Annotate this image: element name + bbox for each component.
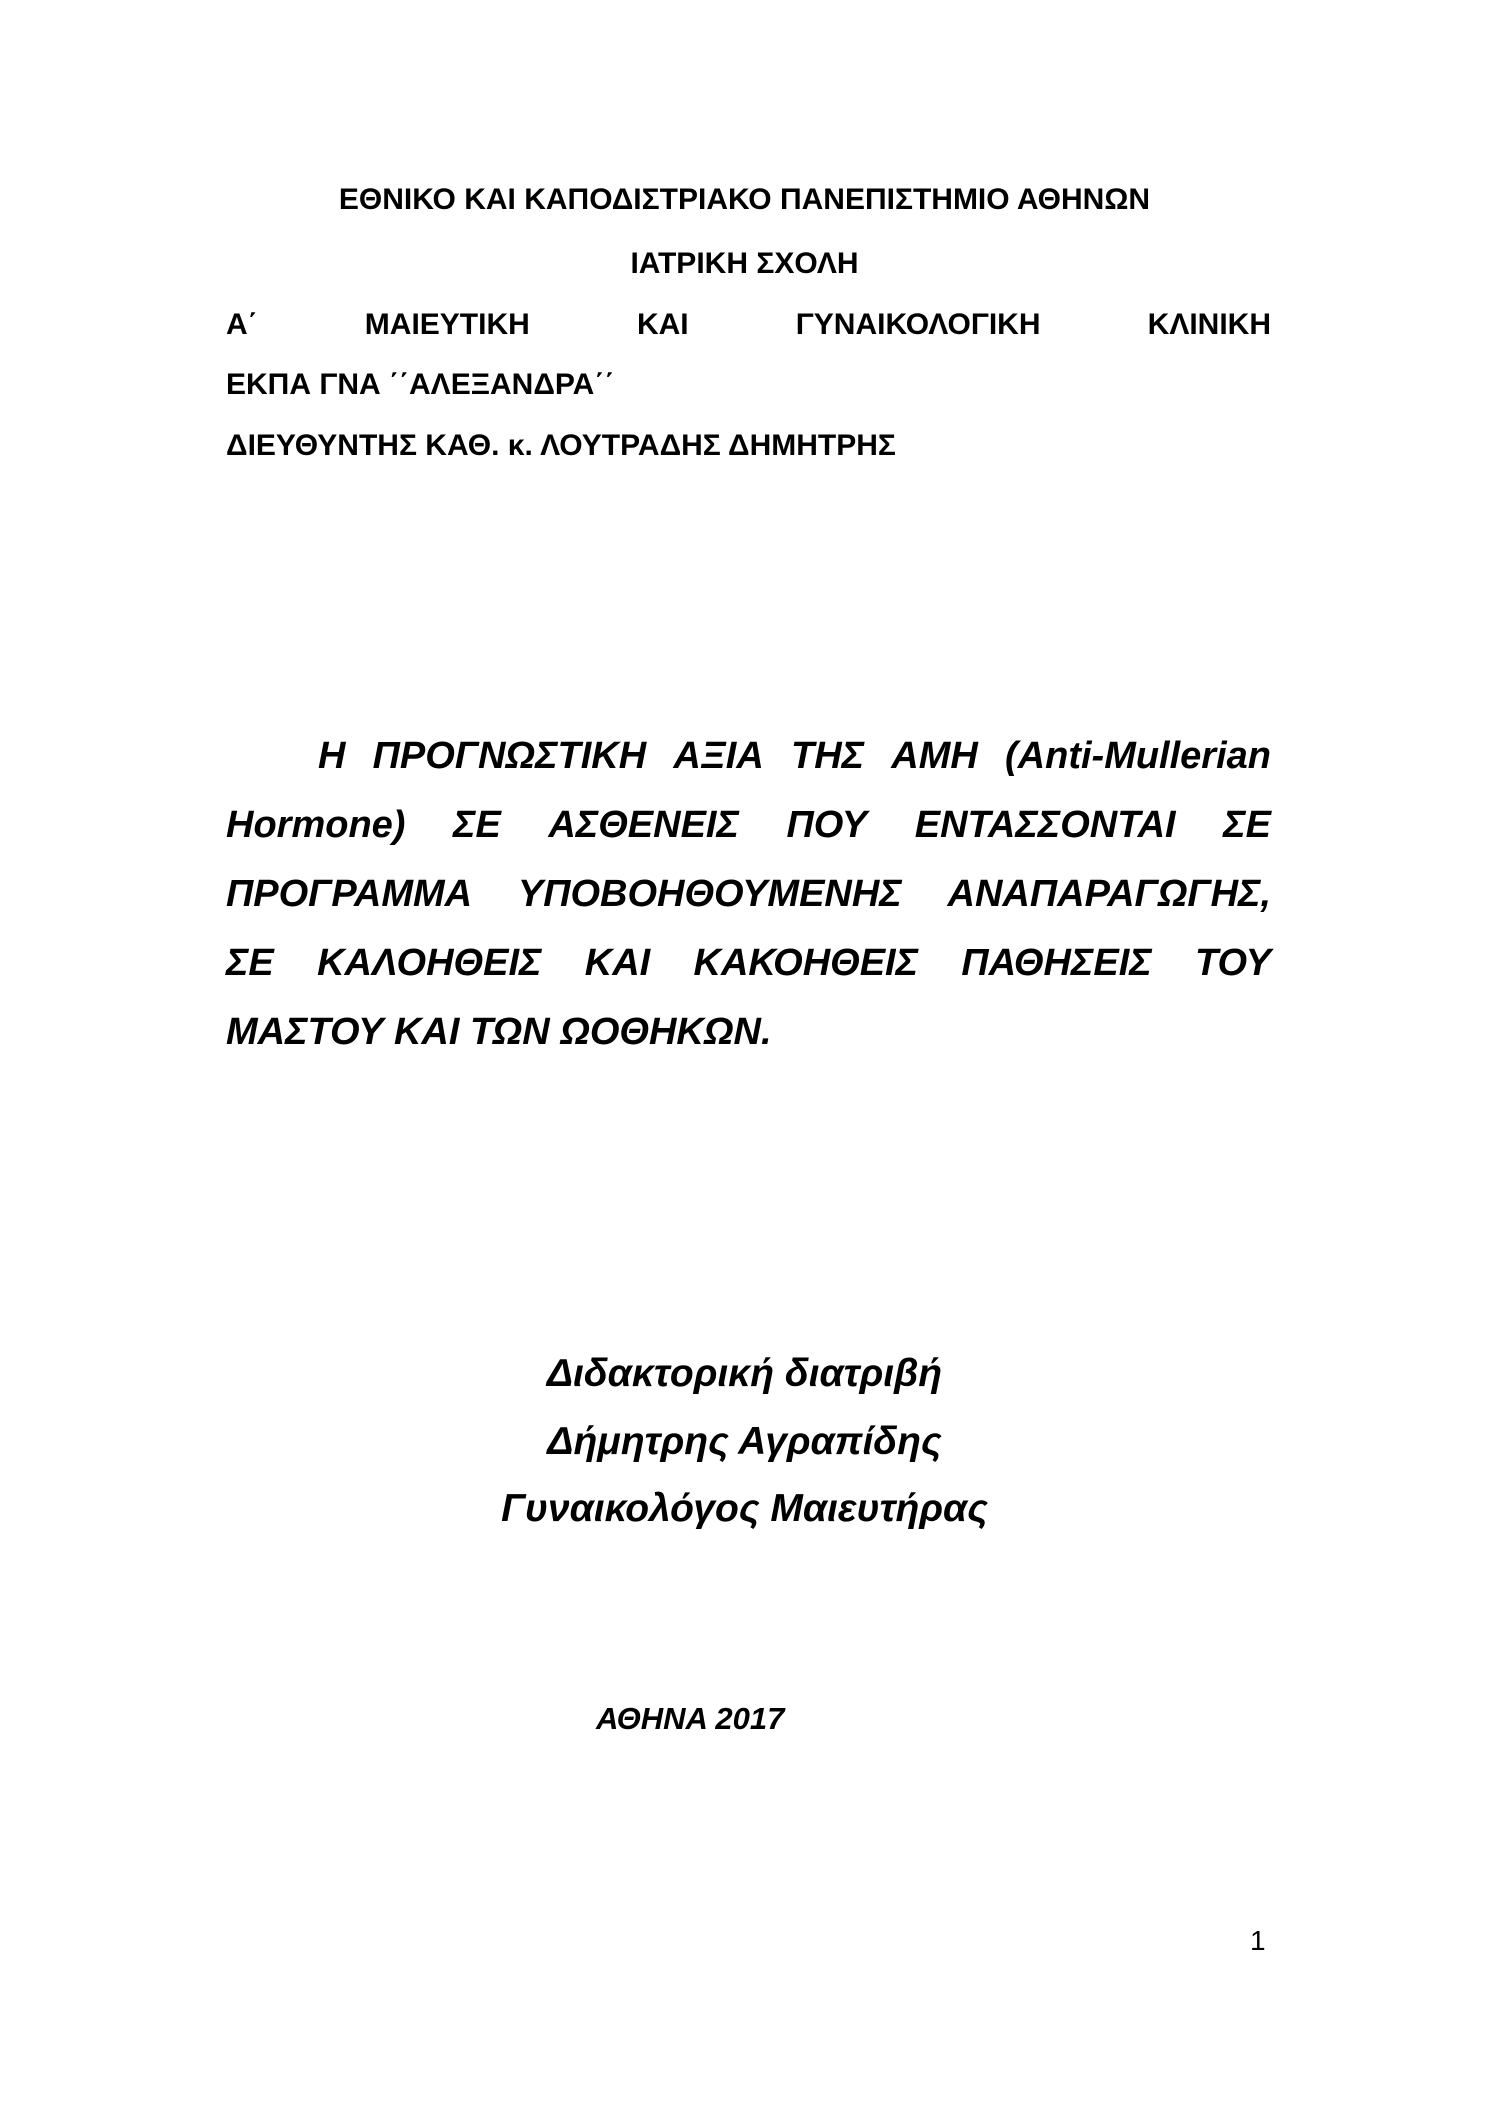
title-word: ΠΑΘΗΣΕΙΣ — [961, 942, 1152, 984]
title-line — [226, 791, 1271, 860]
title-word: ΤΟΥ — [1195, 942, 1271, 984]
title-word: ΣΕ — [1223, 804, 1271, 846]
thesis-type: Διδακτορική διατριβή — [546, 1352, 943, 1395]
title-word: ΣΕ — [453, 804, 501, 846]
title-line — [226, 929, 1271, 998]
clinic-word: ΓΥΝΑΙΚΟΛΟΓΙΚΗ — [795, 308, 1041, 341]
title-word: (Anti-Mullerian — [1005, 735, 1271, 777]
title-word: Η — [318, 735, 346, 777]
clinic-word: ΚΑΙ — [636, 308, 689, 341]
place-year: ΑΘΗΝΑ 2017 — [596, 1701, 785, 1736]
clinic-word: ΚΛΙΝΙΚΗ — [1147, 308, 1271, 341]
author-name: Δήμητρης Αγραπίδης — [547, 1420, 942, 1463]
clinic-word: Α΄ — [226, 308, 258, 341]
title-word: Hormone) — [226, 804, 406, 846]
title-word: ΣΕ — [226, 942, 274, 984]
clinic-name — [226, 307, 1271, 343]
title-word: ΠΡΟΓΡΑΜΜΑ — [226, 873, 473, 915]
title-word: ΑΝΑΠΑΡΑΓΩΓΗΣ, — [947, 873, 1271, 915]
title-word: ΤΗΣ — [791, 735, 865, 777]
title-word: ΜΑΣΤΟΥ ΚΑΙ ΤΩΝ ΩΟΘΗΚΩΝ. — [226, 1011, 772, 1053]
page-number: 1 — [1250, 1925, 1266, 1956]
thesis-title — [226, 722, 1271, 1067]
title-word: ΚΑΙ — [584, 942, 651, 984]
title-line — [226, 722, 1271, 791]
hospital-name: ΕΚΠΑ ΓΝΑ ΄΄ΑΛΕΞΑΝΔΡΑ΄΄ — [226, 368, 615, 401]
clinic-word: ΜΑΙΕΥΤΙΚΗ — [364, 308, 530, 341]
university-name: ΕΘΝΙΚΟ ΚΑΙ ΚΑΠΟΔΙΣΤΡΙΑΚΟ ΠΑΝΕΠΙΣΤΗΜΙΟ ΑΘΗΝΩΝ — [338, 183, 1151, 216]
title-word: ΑΣΘΕΝΕΙΣ — [548, 804, 739, 846]
title-word: ΑΜΗ — [891, 735, 978, 777]
title-word: ΥΠΟΒΟΗΘΟΥΜΕΝΗΣ — [517, 873, 902, 915]
title-word: ΑΞΙΑ — [673, 735, 764, 777]
title-word: ΚΑΛΟΗΘΕΙΣ — [317, 942, 542, 984]
title-word: ΕΝΤΑΣΣΟΝΤΑΙ — [914, 804, 1176, 846]
title-line — [226, 860, 1271, 929]
title-word: ΚΑΚΟΗΘΕΙΣ — [693, 942, 919, 984]
director-name: ΔΙΕΥΘΥΝΤΗΣ ΚΑΘ. κ. ΛΟΥΤΡΑΔΗΣ ΔΗΜΗΤΡΗΣ — [226, 429, 896, 462]
school-name: ΙΑΤΡΙΚΗ ΣΧΟΛΗ — [630, 247, 859, 280]
title-line — [226, 998, 1271, 1067]
title-word: ΠΡΟΓΝΩΣΤΙΚΗ — [372, 735, 647, 777]
title-word: ΠΟΥ — [786, 804, 868, 846]
author-specialty: Γυναικολόγος Μαιευτήρας — [501, 1487, 988, 1530]
